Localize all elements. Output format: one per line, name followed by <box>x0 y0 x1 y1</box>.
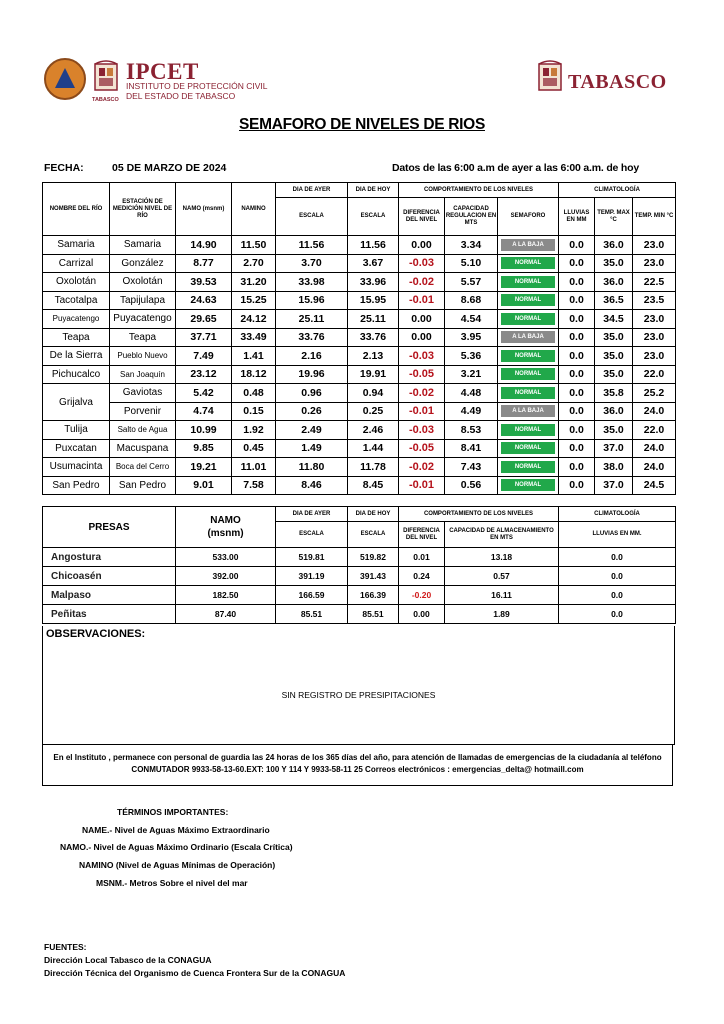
dam-scale-yesterday: 519.81 <box>276 548 348 567</box>
river-name: Puyacatengo <box>43 310 110 329</box>
namo-value: 5.42 <box>176 384 232 403</box>
table-row <box>43 254 676 273</box>
rain-value: 0.0 <box>559 458 595 477</box>
dam-difference: 0.00 <box>399 605 445 624</box>
river-name: De la Sierra <box>43 347 110 366</box>
namino-value: 1.92 <box>232 421 276 440</box>
dam-namo: 87.40 <box>176 605 276 624</box>
river-name: Oxolotán <box>43 273 110 292</box>
scale-today: 2.13 <box>348 347 399 366</box>
namo-value: 37.71 <box>176 328 232 347</box>
scale-today: 33.96 <box>348 273 399 292</box>
dam-difference: 0.01 <box>399 548 445 567</box>
level-difference: 0.00 <box>399 236 445 255</box>
namo-value: 29.65 <box>176 310 232 329</box>
temp-max-value: 36.5 <box>595 291 633 310</box>
header-dam-namo-label: NAMO <box>210 515 241 526</box>
scale-yesterday: 0.26 <box>276 402 348 421</box>
scale-yesterday: 11.80 <box>276 458 348 477</box>
river-levels-table <box>42 182 676 495</box>
namo-value: 7.49 <box>176 347 232 366</box>
capacity-value: 5.36 <box>445 347 498 366</box>
sources-title: FUENTES: <box>44 942 87 952</box>
header-day-yesterday: DIA DE AYER <box>276 183 348 198</box>
semaphore-cell <box>498 421 559 440</box>
station-name: Macuspana <box>110 439 176 458</box>
semaphore-cell <box>498 347 559 366</box>
dam-difference: 0.24 <box>399 567 445 586</box>
org-line-1: INSTITUTO DE PROTECCIÓN CIVIL <box>126 81 268 91</box>
rain-value: 0.0 <box>559 476 595 495</box>
source-line-2: Dirección Técnica del Organismo de Cuenca Frontera Sur de la CONAGUA <box>44 968 346 978</box>
scale-today: 11.56 <box>348 236 399 255</box>
namo-value: 8.77 <box>176 254 232 273</box>
dam-scale-today: 166.39 <box>348 586 399 605</box>
observations-text: SIN REGISTRO DE PRESIPITACIONES <box>281 690 436 700</box>
table-row <box>43 236 676 255</box>
level-difference: -0.02 <box>399 458 445 477</box>
header-dam-scale-today: ESCALA <box>348 522 399 548</box>
observations-box <box>42 626 675 745</box>
temp-min-value: 25.2 <box>633 384 676 403</box>
term-name: NAME.- Nivel de Aguas Máximo Extraordinario <box>82 825 270 835</box>
station-name: Gaviotas <box>110 384 176 403</box>
rain-value: 0.0 <box>559 291 595 310</box>
station-name: Samaria <box>110 236 176 255</box>
temp-max-value: 38.0 <box>595 458 633 477</box>
header-dam-behavior: COMPORTAMIENTO DE LOS NIVELES <box>399 507 559 522</box>
table-row <box>43 310 676 329</box>
level-difference: -0.03 <box>399 254 445 273</box>
semaphore-cell <box>498 236 559 255</box>
river-name: San Pedro <box>43 476 110 495</box>
temp-min-value: 24.0 <box>633 458 676 477</box>
scale-yesterday: 33.98 <box>276 273 348 292</box>
namino-value: 1.41 <box>232 347 276 366</box>
namo-value: 24.63 <box>176 291 232 310</box>
government-crest-icon <box>536 58 564 98</box>
status-badge: A LA BAJA <box>501 405 555 417</box>
header-temp-min: TEMP. MIN °C <box>633 198 676 236</box>
header-dam-climatology: CLIMATOLOGÍA <box>559 507 676 522</box>
dam-scale-yesterday: 85.51 <box>276 605 348 624</box>
temp-max-value: 37.0 <box>595 439 633 458</box>
header-namino: NAMINO <box>232 183 276 236</box>
date-value: 05 DE MARZO DE 2024 <box>112 162 227 174</box>
dam-rain: 0.0 <box>559 567 676 586</box>
header-difference: DIFERENCIA DEL NIVEL <box>399 198 445 236</box>
header-namo: NAMO (msnm) <box>176 183 232 236</box>
scale-today: 3.67 <box>348 254 399 273</box>
table-row <box>43 476 676 495</box>
river-name: Tulija <box>43 421 110 440</box>
dam-capacity: 0.57 <box>445 567 559 586</box>
scale-today: 8.45 <box>348 476 399 495</box>
namino-value: 0.48 <box>232 384 276 403</box>
dam-table-body <box>43 548 676 624</box>
rain-value: 0.0 <box>559 310 595 329</box>
dam-rain: 0.0 <box>559 605 676 624</box>
namino-value: 33.49 <box>232 328 276 347</box>
dam-scale-today: 391.43 <box>348 567 399 586</box>
observations-title: OBSERVACIONES: <box>46 628 146 640</box>
capacity-value: 3.21 <box>445 365 498 384</box>
temp-min-value: 23.0 <box>633 328 676 347</box>
capacity-value: 5.10 <box>445 254 498 273</box>
status-badge: NORMAL <box>501 257 555 269</box>
header-day-today: DIA DE HOY <box>348 183 399 198</box>
semaphore-cell <box>498 458 559 477</box>
capacity-value: 3.95 <box>445 328 498 347</box>
temp-min-value: 24.5 <box>633 476 676 495</box>
header-dam-capacity: CAPACIDAD DE ALMACENAMIENTO EN MTS <box>445 522 559 548</box>
rain-value: 0.0 <box>559 254 595 273</box>
namino-value: 18.12 <box>232 365 276 384</box>
scale-yesterday: 25.11 <box>276 310 348 329</box>
header-dam-difference: DIFERENCIA DEL NIVEL <box>399 522 445 548</box>
rain-value: 0.0 <box>559 273 595 292</box>
temp-max-value: 35.0 <box>595 421 633 440</box>
level-difference: -0.01 <box>399 476 445 495</box>
river-table-body <box>43 236 676 495</box>
tabasco-crest-icon <box>92 58 120 98</box>
table-row <box>43 291 676 310</box>
scale-today: 0.94 <box>348 384 399 403</box>
namo-value: 4.74 <box>176 402 232 421</box>
term-namino: NAMINO (Nivel de Aguas Mínimas de Operación) <box>79 860 276 870</box>
table-row <box>43 548 676 567</box>
table-row <box>43 439 676 458</box>
temp-min-value: 24.0 <box>633 439 676 458</box>
rain-value: 0.0 <box>559 347 595 366</box>
scale-today: 19.91 <box>348 365 399 384</box>
government-logo-label: TABASCO <box>568 71 667 93</box>
capacity-value: 4.54 <box>445 310 498 329</box>
term-namo: NAMO.- Nivel de Aguas Máximo Ordinario (Escala Crítica) <box>60 842 293 852</box>
semaphore-cell <box>498 254 559 273</box>
capacity-value: 3.34 <box>445 236 498 255</box>
station-name: San Pedro <box>110 476 176 495</box>
dam-scale-yesterday: 391.19 <box>276 567 348 586</box>
dam-name: Malpaso <box>43 586 176 605</box>
table-row <box>43 402 676 421</box>
institute-notice <box>42 744 673 786</box>
semaphore-cell <box>498 310 559 329</box>
station-name: Tapijulapa <box>110 291 176 310</box>
level-difference: -0.01 <box>399 291 445 310</box>
scale-today: 1.44 <box>348 439 399 458</box>
status-badge: A LA BAJA <box>501 331 555 343</box>
dam-scale-today: 85.51 <box>348 605 399 624</box>
temp-min-value: 22.5 <box>633 273 676 292</box>
temp-max-value: 36.0 <box>595 273 633 292</box>
temp-max-value: 35.0 <box>595 254 633 273</box>
river-name: Usumacinta <box>43 458 110 477</box>
namo-value: 14.90 <box>176 236 232 255</box>
namino-value: 11.50 <box>232 236 276 255</box>
level-difference: -0.02 <box>399 384 445 403</box>
temp-max-value: 35.0 <box>595 328 633 347</box>
level-difference: -0.03 <box>399 347 445 366</box>
header-scale-today: ESCALA <box>348 198 399 236</box>
table-row <box>43 347 676 366</box>
table-row <box>43 586 676 605</box>
dam-name: Angostura <box>43 548 176 567</box>
station-name: San Joaquín <box>110 365 176 384</box>
status-badge: NORMAL <box>501 294 555 306</box>
header-dam-rain: LLUVIAS EN MM. <box>559 522 676 548</box>
date-label: FECHA: <box>44 162 84 174</box>
dam-difference: -0.20 <box>399 586 445 605</box>
rain-value: 0.0 <box>559 328 595 347</box>
header-dam-namo-unit: (msnm) <box>207 528 244 539</box>
status-badge: NORMAL <box>501 350 555 362</box>
capacity-value: 4.49 <box>445 402 498 421</box>
capacity-value: 7.43 <box>445 458 498 477</box>
header-temp-max: TEMP. MAX °C <box>595 198 633 236</box>
semaphore-cell <box>498 291 559 310</box>
dam-name: Chicoasén <box>43 567 176 586</box>
namino-value: 11.01 <box>232 458 276 477</box>
river-name: Puxcatan <box>43 439 110 458</box>
header-dam-scale-yesterday: ESCALA <box>276 522 348 548</box>
institute-notice-line1: En el Instituto , permanece con personal de guardia las 24 horas de los 365 días del año, para atención de llamadas de emergencias de la ciudadanía al teléfono <box>53 753 662 762</box>
scale-yesterday: 8.46 <box>276 476 348 495</box>
status-badge: NORMAL <box>501 461 555 473</box>
dam-namo: 533.00 <box>176 548 276 567</box>
term-msnm: MSNM.- Metros Sobre el nivel del mar <box>96 878 248 888</box>
semaphore-cell <box>498 439 559 458</box>
status-badge: NORMAL <box>501 479 555 491</box>
rain-value: 0.0 <box>559 365 595 384</box>
header-rain: LLUVIAS EN MM <box>559 198 595 236</box>
river-name: Samaria <box>43 236 110 255</box>
temp-min-value: 22.0 <box>633 365 676 384</box>
temp-max-value: 35.0 <box>595 347 633 366</box>
temp-min-value: 23.0 <box>633 347 676 366</box>
header-climatology: CLIMATOLOGÍA <box>559 183 676 198</box>
semaphore-cell <box>498 476 559 495</box>
namo-value: 39.53 <box>176 273 232 292</box>
level-difference: 0.00 <box>399 328 445 347</box>
scale-yesterday: 11.56 <box>276 236 348 255</box>
table-row <box>43 458 676 477</box>
status-badge: NORMAL <box>501 387 555 399</box>
scale-yesterday: 2.16 <box>276 347 348 366</box>
temp-max-value: 35.8 <box>595 384 633 403</box>
level-difference: -0.05 <box>399 439 445 458</box>
level-difference: -0.03 <box>399 421 445 440</box>
temp-min-value: 23.5 <box>633 291 676 310</box>
table-row <box>43 384 676 403</box>
scale-yesterday: 3.70 <box>276 254 348 273</box>
page-title: SEMAFORO DE NIVELES DE RIOS <box>239 116 485 133</box>
small-logo-label: TABASCO <box>92 97 119 103</box>
station-name: González <box>110 254 176 273</box>
semaphore-cell <box>498 384 559 403</box>
capacity-value: 5.57 <box>445 273 498 292</box>
rain-value: 0.0 <box>559 421 595 440</box>
header-scale-yesterday: ESCALA <box>276 198 348 236</box>
terms-title: TÉRMINOS IMPORTANTES: <box>117 807 229 817</box>
namino-value: 24.12 <box>232 310 276 329</box>
temp-min-value: 23.0 <box>633 254 676 273</box>
temp-min-value: 23.0 <box>633 310 676 329</box>
station-name: Puyacatengo <box>110 310 176 329</box>
semaphore-cell <box>498 365 559 384</box>
capacity-value: 4.48 <box>445 384 498 403</box>
temp-max-value: 36.0 <box>595 236 633 255</box>
station-name: Oxolotán <box>110 273 176 292</box>
river-name: Grijalva <box>43 384 110 421</box>
dam-capacity: 16.11 <box>445 586 559 605</box>
org-line-2: DEL ESTADO DE TABASCO <box>126 91 236 101</box>
header-capacity: CAPACIDAD REGULACION EN MTS <box>445 198 498 236</box>
station-name: Boca del Cerro <box>110 458 176 477</box>
header-dams: PRESAS <box>43 507 176 548</box>
level-difference: -0.02 <box>399 273 445 292</box>
institute-notice-line2: CONMUTADOR 9933-58-13-60.EXT: 100 Y 114 Y 9933-58-11 25 Correos electrónicos : emergencias_delta@ hotmaill.com <box>131 765 584 774</box>
capacity-value: 8.41 <box>445 439 498 458</box>
status-badge: NORMAL <box>501 424 555 436</box>
scale-today: 33.76 <box>348 328 399 347</box>
header-river-name: NOMBRE DEL RÍO <box>43 183 110 236</box>
data-period-note: Datos de las 6:00 a.m de ayer a las 6:00 a.m. de hoy <box>392 162 639 174</box>
table-row <box>43 273 676 292</box>
scale-today: 2.46 <box>348 421 399 440</box>
scale-today: 0.25 <box>348 402 399 421</box>
scale-yesterday: 1.49 <box>276 439 348 458</box>
temp-max-value: 35.0 <box>595 365 633 384</box>
semaphore-cell <box>498 402 559 421</box>
header-dam-day-today: DIA DE HOY <box>348 507 399 522</box>
river-name: Tacotalpa <box>43 291 110 310</box>
source-line-1: Dirección Local Tabasco de la CONAGUA <box>44 955 212 965</box>
temp-min-value: 23.0 <box>633 236 676 255</box>
temp-min-value: 22.0 <box>633 421 676 440</box>
status-badge: A LA BAJA <box>501 239 555 251</box>
dam-rain: 0.0 <box>559 586 676 605</box>
header-behavior: COMPORTAMIENTO DE LOS NIVELES <box>399 183 559 198</box>
table-row <box>43 365 676 384</box>
station-name: Porvenir <box>110 402 176 421</box>
semaphore-cell <box>498 273 559 292</box>
temp-max-value: 37.0 <box>595 476 633 495</box>
namino-value: 2.70 <box>232 254 276 273</box>
dams-table <box>42 506 676 624</box>
station-name: Pueblo Nuevo <box>110 347 176 366</box>
table-row <box>43 605 676 624</box>
org-full-name <box>126 81 268 101</box>
scale-yesterday: 15.96 <box>276 291 348 310</box>
header-semaphore: SEMAFORO <box>498 198 559 236</box>
scale-yesterday: 0.96 <box>276 384 348 403</box>
namo-value: 23.12 <box>176 365 232 384</box>
status-badge: NORMAL <box>501 442 555 454</box>
capacity-value: 8.53 <box>445 421 498 440</box>
namino-value: 31.20 <box>232 273 276 292</box>
scale-yesterday: 2.49 <box>276 421 348 440</box>
rain-value: 0.0 <box>559 402 595 421</box>
scale-today: 25.11 <box>348 310 399 329</box>
status-badge: NORMAL <box>501 313 555 325</box>
scale-today: 15.95 <box>348 291 399 310</box>
dam-scale-today: 519.82 <box>348 548 399 567</box>
namo-value: 19.21 <box>176 458 232 477</box>
org-short-name: IPCET <box>126 59 199 84</box>
scale-yesterday: 33.76 <box>276 328 348 347</box>
namino-value: 15.25 <box>232 291 276 310</box>
capacity-value: 8.68 <box>445 291 498 310</box>
dam-capacity: 13.18 <box>445 548 559 567</box>
header-station: ESTACIÓN DE MEDICIÓN NIVEL DE RÍO <box>110 183 176 236</box>
dam-scale-yesterday: 166.59 <box>276 586 348 605</box>
level-difference: -0.05 <box>399 365 445 384</box>
namo-value: 9.01 <box>176 476 232 495</box>
temp-max-value: 34.5 <box>595 310 633 329</box>
level-difference: -0.01 <box>399 402 445 421</box>
header-dam-day-yesterday: DIA DE AYER <box>276 507 348 522</box>
river-name: Teapa <box>43 328 110 347</box>
status-badge: NORMAL <box>501 368 555 380</box>
civil-protection-logo <box>44 58 86 100</box>
river-name: Pichucalco <box>43 365 110 384</box>
dam-capacity: 1.89 <box>445 605 559 624</box>
namino-value: 0.45 <box>232 439 276 458</box>
river-name: Carrizal <box>43 254 110 273</box>
table-row <box>43 328 676 347</box>
station-name: Salto de Agua <box>110 421 176 440</box>
dam-namo: 182.50 <box>176 586 276 605</box>
namino-value: 7.58 <box>232 476 276 495</box>
level-difference: 0.00 <box>399 310 445 329</box>
table-row <box>43 421 676 440</box>
namo-value: 10.99 <box>176 421 232 440</box>
namo-value: 9.85 <box>176 439 232 458</box>
scale-today: 11.78 <box>348 458 399 477</box>
dam-namo: 392.00 <box>176 567 276 586</box>
status-badge: NORMAL <box>501 276 555 288</box>
dam-name: Peñitas <box>43 605 176 624</box>
rain-value: 0.0 <box>559 384 595 403</box>
temp-min-value: 24.0 <box>633 402 676 421</box>
namino-value: 0.15 <box>232 402 276 421</box>
capacity-value: 0.56 <box>445 476 498 495</box>
semaphore-cell <box>498 328 559 347</box>
rain-value: 0.0 <box>559 236 595 255</box>
temp-max-value: 36.0 <box>595 402 633 421</box>
header-dam-namo <box>176 507 276 548</box>
dam-rain: 0.0 <box>559 548 676 567</box>
table-row <box>43 567 676 586</box>
station-name: Teapa <box>110 328 176 347</box>
scale-yesterday: 19.96 <box>276 365 348 384</box>
rain-value: 0.0 <box>559 439 595 458</box>
